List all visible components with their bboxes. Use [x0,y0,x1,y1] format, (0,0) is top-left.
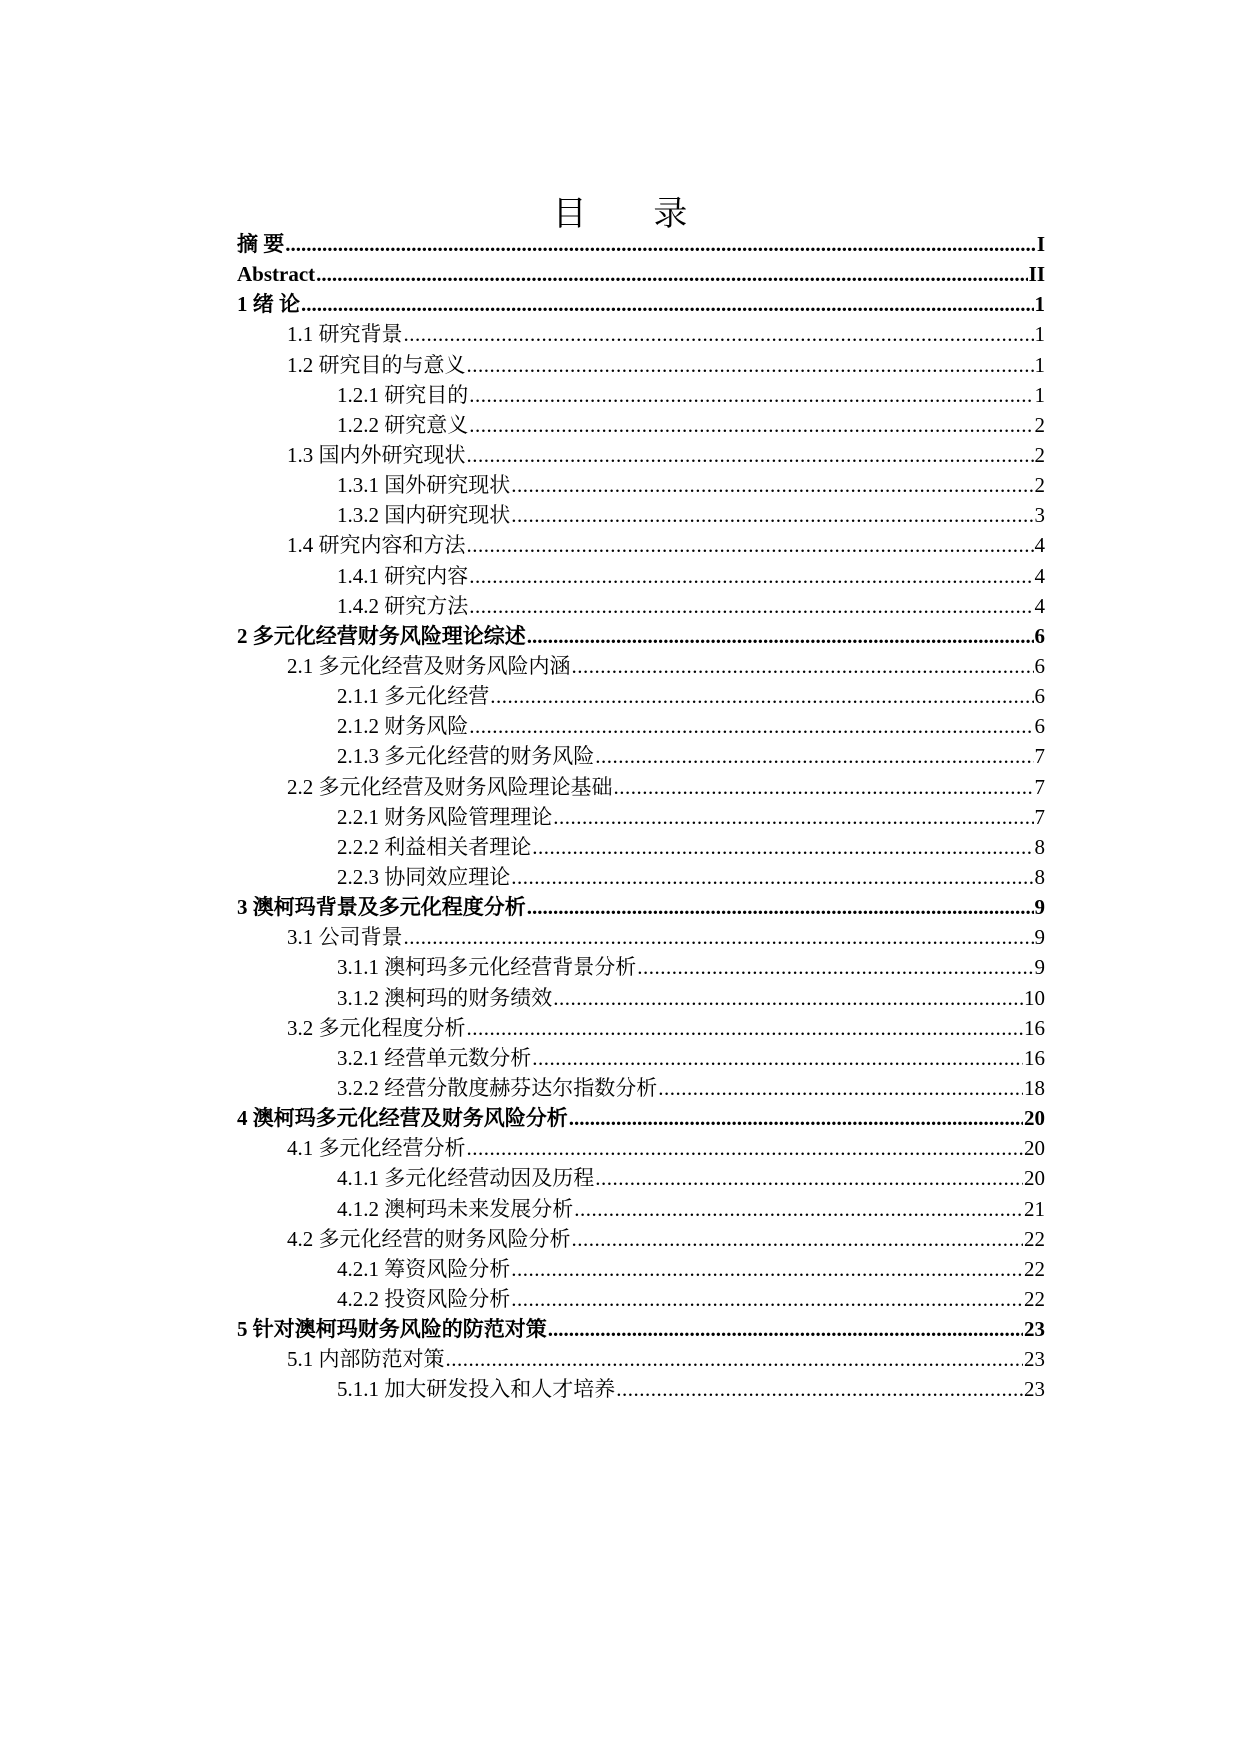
toc-entry[interactable] [237,470,1045,500]
toc-entry-page-number: 6 [1034,623,1045,648]
toc-entry-label: 3.2 多元化程度分析 [287,1015,466,1040]
toc-entry[interactable] [237,892,1045,922]
toc-entry-page-number: 4 [1034,533,1045,558]
toc-entry-page-number: 2 [1034,442,1045,467]
toc-entry[interactable] [237,561,1045,591]
toc-entry-page-number: 1 [1034,292,1045,317]
toc-entry-label: 1.3 国内外研究现状 [287,442,466,467]
dot-leader [467,350,1034,380]
dot-leader [511,1284,1023,1314]
toc-entry[interactable] [237,1013,1045,1043]
dot-leader [527,892,1034,922]
dot-leader [595,1163,1023,1193]
toc-entry-page-number: 1 [1034,352,1045,377]
toc-entry[interactable] [237,289,1045,319]
toc-entry[interactable] [237,1073,1045,1103]
toc-entry-label: 2.2.1 财务风险管理理论 [337,804,553,829]
toc-entry-label: 1.2 研究目的与意义 [287,352,466,377]
dot-leader [469,711,1033,741]
toc-entry-label: 1 绪 论 [237,292,300,317]
toc-entry[interactable] [237,1314,1045,1344]
toc-entry[interactable] [237,772,1045,802]
dot-leader [469,410,1033,440]
toc-entry-page-number: 3 [1034,503,1045,528]
toc-entry-label: 1.3.1 国外研究现状 [337,473,511,498]
toc-entry-page-number: 16 [1024,1015,1045,1040]
dot-leader [548,1314,1023,1344]
toc-entry[interactable] [237,952,1045,982]
toc-entry-label: 4.1.2 澳柯玛未来发展分析 [337,1196,574,1221]
toc-entry-page-number: 22 [1024,1286,1045,1311]
toc-entry-label: 2.1.1 多元化经营 [337,684,490,709]
toc-entry-page-number: 9 [1034,955,1045,980]
toc-entry-label: 1.4.2 研究方法 [337,593,469,618]
dot-leader [511,862,1033,892]
toc-entry[interactable] [237,1224,1045,1254]
toc-entry[interactable] [237,1103,1045,1133]
toc-entry-label: 5.1 内部防范对策 [287,1347,445,1372]
toc-entry-page-number: 2 [1034,412,1045,437]
dot-leader [569,1103,1023,1133]
dot-leader [614,772,1034,802]
toc-entry-label: 1.2.1 研究目的 [337,382,469,407]
toc-entry[interactable] [237,1163,1045,1193]
toc-entry[interactable] [237,591,1045,621]
toc-entry[interactable] [237,621,1045,651]
toc-entry-page-number: 18 [1024,1075,1045,1100]
toc-entry-page-number: 22 [1024,1226,1045,1251]
dot-leader [658,1073,1023,1103]
dot-leader [572,1224,1024,1254]
toc-entry-page-number: 21 [1024,1196,1045,1221]
toc-entry[interactable] [237,500,1045,530]
dot-leader [574,1194,1023,1224]
toc-entry[interactable] [237,350,1045,380]
toc-entry-page-number: 1 [1034,322,1045,347]
toc-entry-page-number: 7 [1034,774,1045,799]
toc-entry-page-number: 8 [1034,864,1045,889]
toc-entry-label: 2.1 多元化经营及财务风险内涵 [287,653,571,678]
dot-leader [469,561,1033,591]
toc-entry[interactable] [237,802,1045,832]
toc-entry[interactable] [237,440,1045,470]
dot-leader [446,1344,1024,1374]
toc-entry-label: 4.1 多元化经营分析 [287,1136,466,1161]
toc-entry-page-number: 9 [1034,895,1045,920]
toc-entry-label: 2.1.2 财务风险 [337,714,469,739]
toc-entry-label: 2.2 多元化经营及财务风险理论基础 [287,774,613,799]
page-title: 目 录 [552,194,716,234]
toc-entry-page-number: 23 [1024,1317,1045,1342]
dot-leader [490,681,1033,711]
dot-leader [616,1374,1023,1404]
dot-leader [553,802,1033,832]
toc-entry-page-number: 20 [1024,1166,1045,1191]
toc-entry-label: 3.1 公司背景 [287,925,403,950]
toc-entry-page-number: 9 [1034,925,1045,950]
toc-entry-page-number: 6 [1034,653,1045,678]
toc-entry-label: 摘 要 [237,232,285,256]
toc-entry-label: 4.1.1 多元化经营动因及历程 [337,1166,595,1191]
toc-entry-label: 2 多元化经营财务风险理论综述 [237,623,526,648]
dot-leader [469,380,1033,410]
toc-entry[interactable] [237,922,1045,952]
toc-entry-label: 2.2.3 协同效应理论 [337,864,511,889]
toc-entry-label: 4 澳柯玛多元化经营及财务风险分析 [237,1106,568,1131]
toc-entry[interactable] [237,1284,1045,1314]
toc-entry[interactable] [237,530,1045,560]
dot-leader [511,470,1033,500]
toc-entry-page-number: 23 [1024,1377,1045,1402]
dot-leader [532,832,1033,862]
toc-entry-label: 4.2 多元化经营的财务风险分析 [287,1226,571,1251]
toc-entry[interactable] [237,1133,1045,1163]
toc-entry-label: Abstract [237,262,316,287]
dot-leader [637,952,1033,982]
toc-entry[interactable] [237,1254,1045,1284]
toc-entry-label: 1.2.2 研究意义 [337,412,469,437]
dot-leader [467,1013,1024,1043]
toc-entry[interactable] [237,832,1045,862]
dot-leader [404,922,1034,952]
toc-entry-page-number: 20 [1024,1136,1045,1161]
toc-entry[interactable] [237,259,1045,289]
toc-entry[interactable] [237,319,1045,349]
toc-entry-label: 2.1.3 多元化经营的财务风险 [337,744,595,769]
toc-entry[interactable] [237,681,1045,711]
toc-entry[interactable] [237,1194,1045,1224]
toc-entry-label: 1.4 研究内容和方法 [287,533,466,558]
toc-entry-page-number: 6 [1034,684,1045,709]
dot-leader [511,500,1033,530]
dot-leader [316,259,1027,289]
toc-entry-label: 1.4.1 研究内容 [337,563,469,588]
dot-leader [572,651,1034,681]
toc-entry-page-number: 6 [1034,714,1045,739]
toc-entry-page-number: 10 [1024,985,1045,1010]
toc-entry-page-number: 4 [1034,563,1045,588]
toc-entry-label: 5 针对澳柯玛财务风险的防范对策 [237,1317,547,1342]
dot-leader [469,591,1033,621]
toc-entry-page-number: I [1036,232,1045,256]
dot-leader [595,741,1033,771]
toc-entry[interactable] [237,410,1045,440]
dot-leader [511,1254,1023,1284]
toc-entry-label: 5.1.1 加大研发投入和人才培养 [337,1377,616,1402]
toc-entry-page-number: 1 [1034,382,1045,407]
toc-entry-page-number: 23 [1024,1347,1045,1372]
toc-entry[interactable] [237,862,1045,892]
toc-entry[interactable] [237,983,1045,1013]
toc-entry-page-number: II [1028,262,1045,287]
toc-entry[interactable] [237,380,1045,410]
toc-entry-page-number: 2 [1034,473,1045,498]
toc-entry-label: 4.2.2 投资风险分析 [337,1286,511,1311]
toc-entry-label: 3 澳柯玛背景及多元化程度分析 [237,895,526,920]
toc-entry-page-number: 22 [1024,1256,1045,1281]
toc-entry-page-number: 20 [1024,1106,1045,1131]
dot-leader [532,1043,1023,1073]
toc-entry-page-number: 7 [1034,804,1045,829]
toc-entry[interactable] [237,1344,1045,1374]
toc-entry[interactable] [237,741,1045,771]
dot-leader [467,440,1034,470]
toc-entry-label: 2.2.2 利益相关者理论 [337,834,532,859]
dot-leader [467,1133,1024,1163]
table-of-contents [237,229,1045,1404]
dot-leader [285,229,1036,259]
toc-entry-label: 1.1 研究背景 [287,322,403,347]
toc-entry-label: 3.1.1 澳柯玛多元化经营背景分析 [337,955,637,980]
toc-entry[interactable] [237,229,1045,259]
toc-entry-label: 3.2.1 经营单元数分析 [337,1045,532,1070]
dot-leader [553,983,1023,1013]
toc-entry-label: 3.1.2 澳柯玛的财务绩效 [337,985,553,1010]
toc-entry[interactable] [237,1043,1045,1073]
toc-entry-page-number: 7 [1034,744,1045,769]
toc-entry-page-number: 4 [1034,593,1045,618]
dot-leader [301,289,1034,319]
dot-leader [467,530,1034,560]
dot-leader [404,319,1034,349]
toc-entry[interactable] [237,1374,1045,1404]
toc-entry-label: 1.3.2 国内研究现状 [337,503,511,528]
toc-entry[interactable] [237,651,1045,681]
toc-entry[interactable] [237,711,1045,741]
toc-entry-page-number: 16 [1024,1045,1045,1070]
toc-entry-label: 3.2.2 经营分散度赫芬达尔指数分析 [337,1075,658,1100]
toc-entry-page-number: 8 [1034,834,1045,859]
toc-entry-label: 4.2.1 筹资风险分析 [337,1256,511,1281]
dot-leader [527,621,1034,651]
